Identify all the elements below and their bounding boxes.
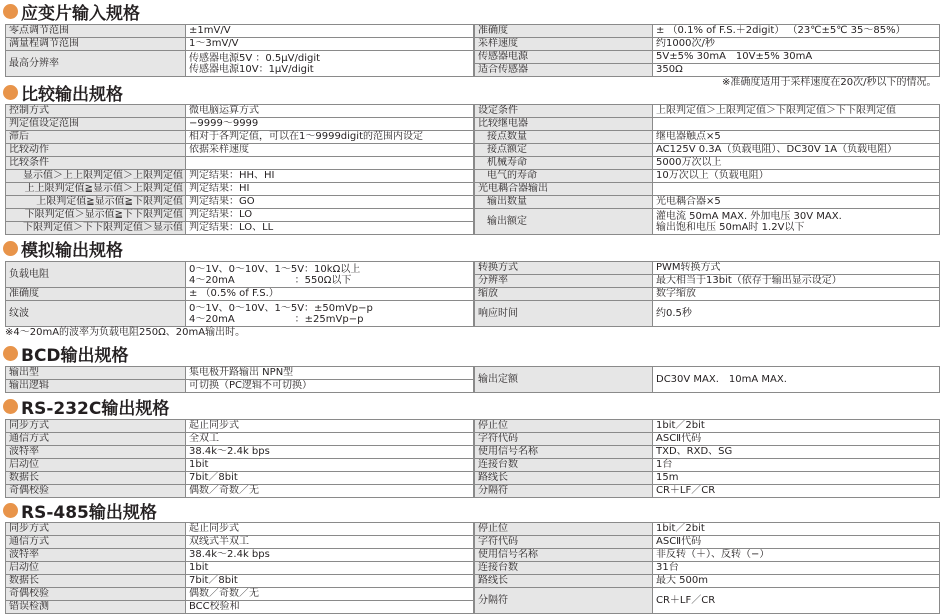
table-row: 同步方式 起止同步式 bbox=[6, 420, 474, 433]
bullet-dot-icon bbox=[3, 503, 18, 518]
section-analog-output bbox=[3, 238, 123, 261]
table-row: 输出逻辑 可切换（PC逻辑不可切换） bbox=[6, 380, 474, 393]
table-row: 转换方式 PWM转换方式 bbox=[475, 262, 940, 275]
rs232-left-table bbox=[5, 419, 474, 498]
table-row: 奇偶校验 偶数／奇数／无 bbox=[6, 485, 474, 498]
compare-left-table bbox=[5, 104, 474, 235]
analog-right-table bbox=[474, 261, 940, 327]
table-row: 连接台数 1台 bbox=[475, 459, 940, 472]
table-row: 适合传感器 350Ω bbox=[475, 64, 940, 77]
table-row: 停止位 1bit／2bit bbox=[475, 420, 940, 433]
table-row: 使用信号名称 TXD、RXD、SG bbox=[475, 446, 940, 459]
table-row: 分辨率 最大相当于13bit（依存于输出显示设定） bbox=[475, 275, 940, 288]
section-title: 比较输出规格 bbox=[21, 84, 123, 105]
table-row: 停止位 1bit／2bit bbox=[475, 523, 940, 536]
table-row: 奇偶校验 偶数／奇数／无 bbox=[6, 588, 474, 601]
table-row: 零点调节范围 ±1mV/V bbox=[6, 25, 474, 38]
bullet-dot-icon bbox=[3, 399, 18, 414]
table-row: 设定条件 上限判定值＞上限判定值＞下限判定值＞下下限判定值 bbox=[475, 105, 940, 118]
table-row: 上限判定值≧显示值≧下限判定值 判定结果：GO bbox=[6, 196, 474, 209]
section-title: RS-232C输出规格 bbox=[21, 398, 170, 419]
table-row: 通信方式 全双工 bbox=[6, 433, 474, 446]
table-row: 缩放 数字缩放 bbox=[475, 288, 940, 301]
table-row: 显示值＞上上限判定值＞上限判定值 判定结果：HH、HI bbox=[6, 170, 474, 183]
table-row: 接点额定 AC125V 0.3A（负载电阻）、DC30V 1A（负载电阻） bbox=[475, 144, 940, 157]
table-row: 连接台数 31台 bbox=[475, 562, 940, 575]
table-row: 输出型 集电极开路输出 NPN型 bbox=[6, 367, 474, 380]
table-row: 数据长 7bit／8bit bbox=[6, 575, 474, 588]
table-row: 纹波 0～1V、0～10V、1～5V：±50mVp−p 4～20mA ：±25mVp−p bbox=[6, 301, 474, 327]
table-row: 最高分辨率 传感器电源5V ：0.5μV/digit 传感器电源10V：1μV/digit bbox=[6, 51, 474, 77]
section-bcd-output bbox=[3, 343, 129, 366]
table-row: 输出额定 灌电流 50mA MAX. 外加电压 30V MAX. 输出饱和电压 50mA时 1.2V以下 bbox=[475, 209, 940, 235]
bcd-right-table bbox=[474, 366, 940, 393]
table-row: 字符代码 ASCⅡ代码 bbox=[475, 433, 940, 446]
table-row: 判定值设定范围 −9999～9999 bbox=[6, 118, 474, 131]
table-row: 波特率 38.4k～2.4k bps bbox=[6, 549, 474, 562]
section-strain-input bbox=[3, 1, 140, 24]
table-row: 同步方式 起止同步式 bbox=[6, 523, 474, 536]
compare-right-table bbox=[474, 104, 940, 235]
table-row: 准确度 ± （0.5% of F.S.） bbox=[6, 288, 474, 301]
table-row: 输出定额 DC30V MAX. 10mA MAX. bbox=[475, 367, 940, 393]
table-row: 路线长 15m bbox=[475, 472, 940, 485]
table-row: 响应时间 约0.5秒 bbox=[475, 301, 940, 327]
table-row: 滞后 相对于各判定值，可以在1～9999digit的范围内设定 bbox=[6, 131, 474, 144]
table-row: 数据长 7bit／8bit bbox=[6, 472, 474, 485]
table-row: 满量程调节范围 1～3mV/V bbox=[6, 38, 474, 51]
bullet-dot-icon bbox=[3, 346, 18, 361]
table-row: 上上限判定值≧显示值＞上限判定值 判定结果：HI bbox=[6, 183, 474, 196]
table-row: 传感器电源 5V±5% 30mA 10V±5% 30mA bbox=[475, 51, 940, 64]
table-row: 接点数量 继电器触点×5 bbox=[475, 131, 940, 144]
section-compare-output bbox=[3, 82, 123, 105]
rs485-right-table bbox=[474, 522, 940, 614]
table-row: 控制方式 微电脑运算方式 bbox=[6, 105, 474, 118]
table-row: 字符代码 ASCⅡ代码 bbox=[475, 536, 940, 549]
table-row: 比较继电器 bbox=[475, 118, 940, 131]
table-row: 比较动作 依据采样速度 bbox=[6, 144, 474, 157]
strain-left-table bbox=[5, 24, 474, 77]
table-row: 比较条件 bbox=[6, 157, 474, 170]
section-title: BCD输出规格 bbox=[21, 345, 129, 366]
strain-right-table bbox=[474, 24, 940, 77]
table-row: 负载电阻 0～1V、0～10V、1～5V：10kΩ以上 4～20mA ：550Ω以下 bbox=[6, 262, 474, 288]
table-row: 采样速度 约1000次/秒 bbox=[475, 38, 940, 51]
section-title: 应变片输入规格 bbox=[21, 3, 140, 24]
table-row: 下限判定值＞下下限判定值＞显示值 判定结果：LO、LL bbox=[6, 222, 474, 235]
table-row: 光电耦合器输出 bbox=[475, 183, 940, 196]
rs232-right-table bbox=[474, 419, 940, 498]
table-row: 使用信号名称 非反转（＋）、反转（−） bbox=[475, 549, 940, 562]
table-row: 电气的寿命 10万次以上（负载电阻） bbox=[475, 170, 940, 183]
bullet-dot-icon bbox=[3, 4, 18, 19]
bullet-dot-icon bbox=[3, 85, 18, 100]
table-row: 输出数量 光电耦合器×5 bbox=[475, 196, 940, 209]
table-row: 错误检测 BCC校验和 bbox=[6, 601, 474, 614]
table-row: 分隔符 CR＋LF／CR bbox=[475, 485, 940, 498]
table-row: 分隔符 CR＋LF／CR bbox=[475, 588, 940, 614]
bullet-dot-icon bbox=[3, 241, 18, 256]
table-row: 准确度 ± （0.1% of F.S.＋2digit） （23℃±5℃ 35～85%） bbox=[475, 25, 940, 38]
strain-note: ※准确度适用于采样速度在20次/秒以下的情况。 bbox=[722, 77, 937, 88]
table-row: 启动位 1bit bbox=[6, 459, 474, 472]
section-rs232c-output bbox=[3, 396, 170, 419]
rs485-left-table bbox=[5, 522, 474, 614]
analog-left-table bbox=[5, 261, 474, 327]
section-title: 模拟输出规格 bbox=[21, 240, 123, 261]
table-row: 通信方式 双线式半双工 bbox=[6, 536, 474, 549]
analog-note: ※4～20mA的波率为负载电阻250Ω、20mA输出时。 bbox=[5, 327, 246, 338]
section-title: RS-485输出规格 bbox=[21, 502, 157, 523]
section-rs485-output bbox=[3, 500, 157, 523]
table-row: 路线长 最大 500m bbox=[475, 575, 940, 588]
table-row: 下限判定值＞显示值≧下下限判定值 判定结果：LO bbox=[6, 209, 474, 222]
table-row: 机械寿命 5000万次以上 bbox=[475, 157, 940, 170]
table-row: 启动位 1bit bbox=[6, 562, 474, 575]
table-row: 波特率 38.4k～2.4k bps bbox=[6, 446, 474, 459]
bcd-left-table bbox=[5, 366, 474, 393]
